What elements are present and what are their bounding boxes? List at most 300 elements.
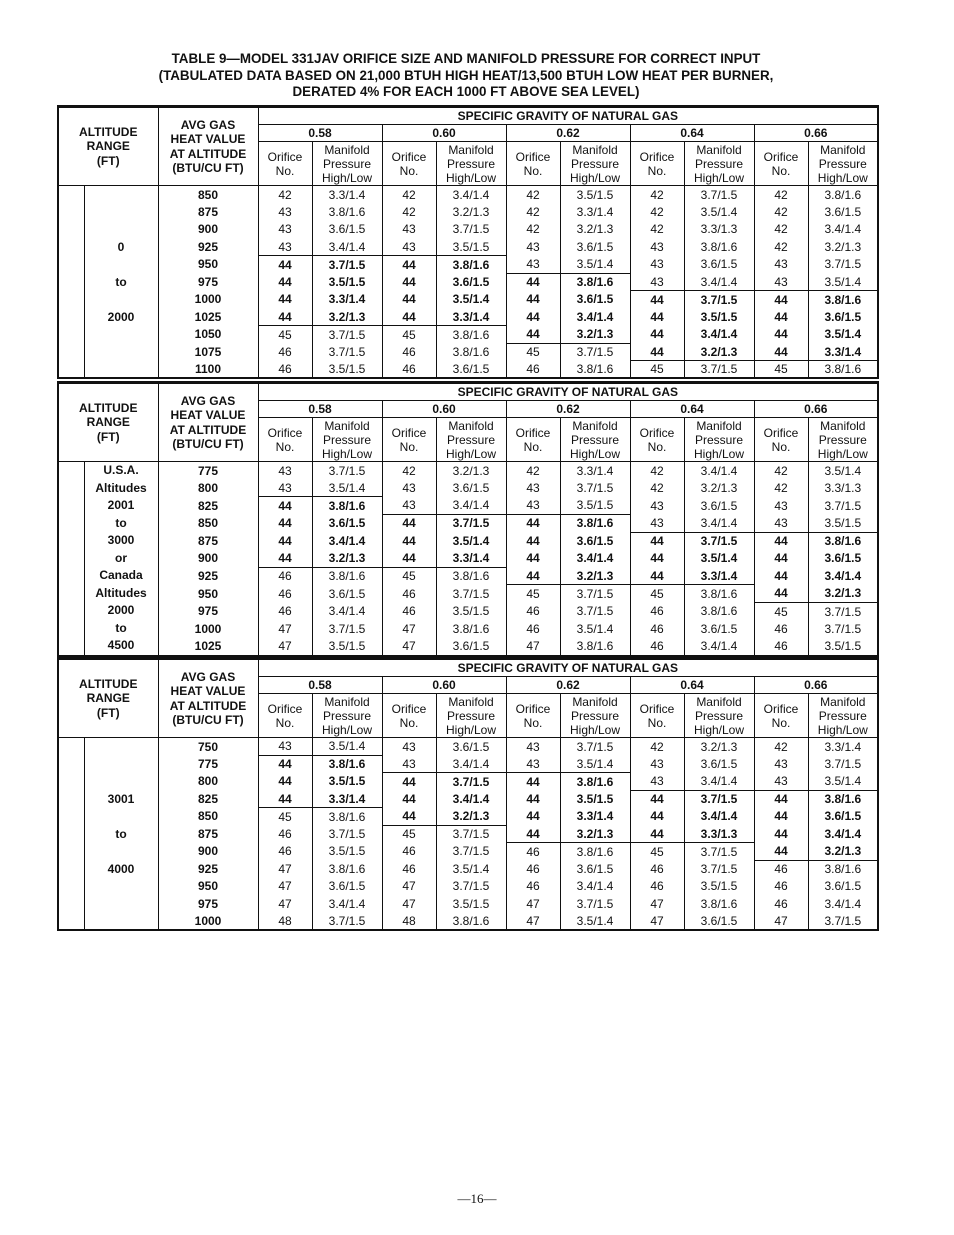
orifice-no-cell: 43 (382, 755, 436, 773)
orifice-no-cell: 42 (506, 462, 560, 480)
manifold-pressure-cell: 3.6/1.5 (684, 620, 754, 638)
manifold-pressure-cell: 3.7/1.5 (684, 186, 754, 204)
orifice-no-cell: 42 (382, 462, 436, 480)
header-line: Manifold (572, 694, 618, 709)
orifice-no-cell: 45 (382, 567, 436, 585)
header-line: High/Low (445, 446, 497, 461)
altitude-range-header (58, 659, 158, 738)
orifice-no-cell: 47 (382, 638, 436, 656)
gravity-header: 0.62 (506, 401, 630, 418)
manifold-pressure-cell: 3.5/1.4 (684, 550, 754, 568)
manifold-pressure-cell: 3.7/1.5 (312, 825, 382, 843)
gravity-header: 0.66 (754, 677, 878, 694)
manifold-pressure-cell: 3.6/1.5 (312, 878, 382, 896)
manifold-pressure-cell: 3.7/1.5 (684, 361, 754, 379)
heat-value-cell: 850 (158, 514, 258, 532)
manifold-pressure-cell: 3.7/1.5 (436, 514, 506, 532)
altitude-range-line (85, 808, 158, 826)
header-line: Orifice (515, 149, 551, 164)
header-line: Orifice (639, 425, 675, 440)
manifold-pressure-cell: 3.3/1.3 (808, 479, 878, 497)
altitude-range-cell (84, 186, 158, 379)
manifold-pressure-cell: 3.8/1.6 (684, 603, 754, 621)
manifold-pressure-cell: 3.8/1.6 (436, 620, 506, 638)
header-line: Manifold (820, 418, 866, 433)
orifice-no-cell: 43 (754, 256, 808, 274)
manifold-pressure-cell: 3.4/1.4 (684, 326, 754, 344)
orifice-no-cell: 45 (258, 808, 312, 826)
orifice-no-cell: 42 (630, 203, 684, 221)
manifold-pressure-cell: 3.7/1.5 (808, 755, 878, 773)
orifice-no-cell: 42 (754, 479, 808, 497)
table-row (58, 620, 878, 638)
manifold-pressure-cell: 3.3/1.4 (808, 343, 878, 361)
manifold-pressure-cell: 3.7/1.5 (684, 532, 754, 550)
orifice-no-cell: 45 (754, 603, 808, 621)
orifice-no-cell: 44 (506, 273, 560, 291)
table-row (58, 256, 878, 274)
gravity-header: 0.64 (630, 401, 754, 418)
altitude-range-line: to (115, 826, 127, 841)
manifold-pressure-header (560, 142, 630, 186)
orifice-no-cell: 43 (630, 514, 684, 532)
orifice-no-cell: 44 (258, 308, 312, 326)
orifice-no-header (754, 694, 808, 738)
altitude-range-line: U.S.A. (103, 463, 139, 477)
orifice-no-cell: 43 (630, 273, 684, 291)
orifice-no-cell: 44 (382, 514, 436, 532)
manifold-pressure-header (436, 418, 506, 462)
orifice-no-cell: 44 (630, 550, 684, 568)
orifice-no-cell: 46 (258, 361, 312, 379)
heat-value-cell: 1050 (158, 326, 258, 344)
orifice-no-cell: 42 (258, 186, 312, 204)
avg-gas-header (158, 659, 258, 738)
heat-value-cell: 950 (158, 585, 258, 603)
manifold-pressure-cell: 3.5/1.4 (312, 738, 382, 756)
manifold-pressure-cell: 3.6/1.5 (312, 221, 382, 239)
header-line: No. (399, 715, 419, 730)
header-line: Manifold (572, 418, 618, 433)
manifold-pressure-cell: 3.8/1.6 (312, 808, 382, 826)
orifice-no-cell: 47 (754, 913, 808, 931)
orifice-no-cell: 44 (630, 343, 684, 361)
manifold-pressure-cell: 3.8/1.6 (808, 532, 878, 550)
header-line: Orifice (391, 701, 427, 716)
manifold-pressure-cell: 3.2/1.3 (312, 308, 382, 326)
orifice-no-cell: 47 (258, 638, 312, 656)
manifold-pressure-header (684, 418, 754, 462)
orifice-no-cell: 44 (630, 790, 684, 808)
header-line: Orifice (763, 701, 799, 716)
orifice-no-cell: 44 (506, 308, 560, 326)
manifold-pressure-cell: 3.5/1.5 (684, 878, 754, 896)
header-line: ALTITUDE (79, 124, 138, 139)
manifold-pressure-cell: 3.4/1.4 (684, 773, 754, 791)
header-line: Pressure (322, 156, 372, 171)
manifold-pressure-cell: 3.5/1.4 (808, 273, 878, 291)
gravity-header: 0.66 (754, 125, 878, 142)
table-row (58, 825, 878, 843)
manifold-pressure-cell: 3.8/1.6 (560, 273, 630, 291)
gravity-header: 0.60 (382, 125, 506, 142)
orifice-no-cell: 43 (754, 514, 808, 532)
manifold-pressure-cell: 3.5/1.4 (436, 532, 506, 550)
orifice-no-header (630, 418, 684, 462)
manifold-pressure-cell: 3.8/1.6 (684, 895, 754, 913)
orifice-no-cell: 46 (382, 603, 436, 621)
orifice-no-cell: 42 (754, 738, 808, 756)
orifice-no-cell: 44 (382, 291, 436, 309)
heat-value-cell: 875 (158, 203, 258, 221)
table-title (56, 51, 876, 101)
orifice-no-header (258, 418, 312, 462)
altitude-range-line: Altitudes (95, 585, 147, 600)
gravity-header: 0.64 (630, 677, 754, 694)
header-line: Orifice (267, 701, 303, 716)
manifold-pressure-cell: 3.3/1.4 (312, 186, 382, 204)
manifold-pressure-cell: 3.8/1.6 (560, 843, 630, 861)
table-row (58, 550, 878, 568)
gravity-header: 0.58 (258, 677, 382, 694)
header-line: (BTU/CU FT) (172, 713, 244, 727)
manifold-pressure-cell: 3.5/1.5 (684, 308, 754, 326)
orifice-no-cell: 44 (630, 291, 684, 309)
orifice-no-cell: 45 (630, 361, 684, 379)
header-line: High/Low (321, 722, 373, 737)
orifice-no-cell: 44 (754, 291, 808, 309)
manifold-pressure-cell: 3.2/1.3 (808, 843, 878, 861)
header-line: Orifice (515, 701, 551, 716)
header-line: Pressure (322, 432, 372, 447)
orifice-no-cell: 46 (382, 343, 436, 361)
altitude-range-line: Altitudes (95, 480, 147, 495)
header-line: HEAT VALUE (170, 408, 246, 422)
manifold-pressure-cell: 3.2/1.3 (808, 238, 878, 256)
heat-value-cell: 900 (158, 550, 258, 568)
orifice-no-cell: 42 (630, 186, 684, 204)
orifice-no-cell: 46 (754, 638, 808, 656)
manifold-pressure-cell: 3.7/1.5 (436, 585, 506, 603)
orifice-no-cell: 42 (754, 203, 808, 221)
header-line: Pressure (694, 156, 744, 171)
table-row (58, 790, 878, 808)
orifice-no-cell: 44 (382, 773, 436, 791)
manifold-pressure-header (436, 142, 506, 186)
manifold-pressure-cell: 3.7/1.5 (684, 860, 754, 878)
header-line: Pressure (694, 432, 744, 447)
manifold-pressure-cell: 3.6/1.5 (808, 550, 878, 568)
table-row (58, 532, 878, 550)
orifice-no-cell: 43 (506, 497, 560, 515)
header-line: Orifice (763, 425, 799, 440)
orifice-no-cell: 44 (506, 532, 560, 550)
orifice-no-cell: 46 (630, 603, 684, 621)
orifice-no-cell: 44 (630, 308, 684, 326)
heat-value-cell: 1075 (158, 343, 258, 361)
heat-value-cell: 775 (158, 755, 258, 773)
table-row (58, 273, 878, 291)
altitude-range-line (85, 256, 158, 274)
orifice-no-cell: 43 (506, 256, 560, 274)
orifice-no-cell: 46 (258, 825, 312, 843)
orifice-no-cell: 46 (630, 860, 684, 878)
region-label-cell (58, 462, 84, 656)
altitude-range-line: 4000 (107, 861, 135, 876)
orifice-no-cell: 44 (506, 550, 560, 568)
manifold-pressure-cell: 3.5/1.5 (312, 361, 382, 379)
header-line: No. (647, 715, 667, 730)
altitude-range-cell (84, 462, 158, 656)
table-row (58, 514, 878, 532)
manifold-pressure-cell: 3.4/1.4 (808, 895, 878, 913)
heat-value-cell: 900 (158, 843, 258, 861)
manifold-pressure-cell: 3.7/1.5 (312, 620, 382, 638)
manifold-pressure-cell: 3.5/1.4 (560, 755, 630, 773)
header-line: AT ALTITUDE (169, 146, 247, 161)
header-line: High/Low (321, 446, 373, 461)
manifold-pressure-cell: 3.8/1.6 (436, 567, 506, 585)
orifice-no-cell: 43 (382, 238, 436, 256)
manifold-pressure-cell: 3.7/1.5 (312, 256, 382, 274)
header-line: (BTU/CU FT) (172, 437, 244, 451)
orifice-no-cell: 44 (258, 790, 312, 808)
manifold-pressure-cell: 3.3/1.4 (312, 291, 382, 309)
manifold-pressure-cell: 3.7/1.5 (560, 479, 630, 497)
manifold-pressure-cell: 3.5/1.5 (436, 895, 506, 913)
orifice-no-cell: 44 (382, 790, 436, 808)
orifice-no-header (630, 142, 684, 186)
gravity-header: 0.62 (506, 677, 630, 694)
manifold-pressure-cell: 3.5/1.4 (560, 913, 630, 931)
heat-value-cell: 850 (158, 808, 258, 826)
orifice-no-cell: 47 (630, 913, 684, 931)
orifice-no-cell: 46 (754, 878, 808, 896)
title-line: DERATED 4% FOR EACH 1000 FT ABOVE SEA LEVEL) (292, 84, 640, 99)
orifice-no-cell: 46 (506, 361, 560, 379)
orifice-no-cell: 47 (382, 895, 436, 913)
header-line: Manifold (448, 142, 494, 157)
manifold-pressure-cell: 3.5/1.5 (436, 603, 506, 621)
heat-value-cell: 775 (158, 462, 258, 480)
orifice-no-cell: 45 (630, 843, 684, 861)
heat-value-cell: 875 (158, 825, 258, 843)
manifold-pressure-cell: 3.3/1.4 (560, 203, 630, 221)
heat-value-cell: 875 (158, 532, 258, 550)
table-row (58, 913, 878, 931)
orifice-no-cell: 44 (506, 825, 560, 843)
manifold-pressure-cell: 3.8/1.6 (312, 860, 382, 878)
orifice-no-cell: 42 (382, 186, 436, 204)
orifice-no-cell: 44 (630, 825, 684, 843)
orifice-no-cell: 44 (506, 291, 560, 309)
heat-value-cell: 925 (158, 567, 258, 585)
header-line: No. (771, 439, 791, 454)
manifold-pressure-cell: 3.3/1.3 (684, 825, 754, 843)
manifold-pressure-cell: 3.4/1.4 (684, 273, 754, 291)
table-row (58, 497, 878, 515)
orifice-no-cell: 47 (506, 913, 560, 931)
orifice-no-cell: 43 (258, 221, 312, 239)
manifold-pressure-cell: 3.6/1.5 (684, 755, 754, 773)
manifold-pressure-cell: 3.5/1.5 (560, 790, 630, 808)
header-line: High/Low (569, 170, 621, 185)
table-row (58, 326, 878, 344)
manifold-pressure-cell: 3.7/1.5 (560, 585, 630, 603)
table-row (58, 221, 878, 239)
orifice-no-cell: 47 (258, 620, 312, 638)
header-line: Manifold (696, 694, 742, 709)
manifold-pressure-cell: 3.8/1.6 (436, 256, 506, 274)
orifice-no-cell: 43 (506, 479, 560, 497)
manifold-pressure-cell: 3.6/1.5 (436, 479, 506, 497)
manifold-pressure-cell: 3.2/1.3 (560, 567, 630, 585)
orifice-no-cell: 44 (754, 843, 808, 861)
header-line: (FT) (96, 153, 120, 168)
heat-value-cell: 975 (158, 895, 258, 913)
orifice-no-cell: 47 (382, 878, 436, 896)
altitude-range-line: to (115, 515, 127, 530)
orifice-no-cell: 42 (630, 221, 684, 239)
header-line: Orifice (763, 149, 799, 164)
orifice-no-cell: 43 (258, 238, 312, 256)
header-line: High/Low (693, 722, 745, 737)
header-line: Orifice (639, 149, 675, 164)
orifice-no-cell: 43 (506, 755, 560, 773)
orifice-no-cell: 44 (754, 585, 808, 603)
orifice-no-cell: 43 (630, 497, 684, 515)
orifice-no-cell: 44 (754, 326, 808, 344)
orifice-no-cell: 44 (382, 808, 436, 826)
header-line: Orifice (391, 149, 427, 164)
heat-value-cell: 800 (158, 479, 258, 497)
header-line: High/Low (817, 446, 868, 461)
manifold-pressure-cell: 3.2/1.3 (436, 203, 506, 221)
manifold-pressure-cell: 3.7/1.5 (312, 462, 382, 480)
orifice-no-cell: 46 (630, 878, 684, 896)
manifold-pressure-cell: 3.7/1.5 (436, 878, 506, 896)
manifold-pressure-cell: 3.4/1.4 (312, 238, 382, 256)
title-line: TABLE 9—MODEL 331JAV ORIFICE SIZE AND MANIFOLD PRESSURE FOR CORRECT INPUT (171, 51, 761, 66)
manifold-pressure-cell: 3.5/1.5 (560, 497, 630, 515)
manifold-pressure-cell: 3.8/1.6 (436, 343, 506, 361)
region-label-cell (58, 738, 84, 931)
manifold-pressure-cell: 3.4/1.4 (436, 790, 506, 808)
manifold-pressure-header (808, 694, 878, 738)
manifold-pressure-header (436, 694, 506, 738)
altitude-range-header (58, 107, 158, 186)
header-line: Pressure (818, 708, 867, 723)
orifice-no-cell: 44 (258, 497, 312, 515)
orifice-no-cell: 44 (382, 256, 436, 274)
orifice-no-cell: 47 (258, 860, 312, 878)
manifold-pressure-cell: 3.4/1.4 (312, 603, 382, 621)
manifold-pressure-cell: 3.3/1.4 (560, 808, 630, 826)
orifice-no-cell: 47 (506, 895, 560, 913)
manifold-pressure-cell: 3.5/1.5 (312, 638, 382, 656)
orifice-no-header (506, 694, 560, 738)
manifold-pressure-cell: 3.8/1.6 (312, 203, 382, 221)
heat-value-cell: 925 (158, 860, 258, 878)
manifold-pressure-cell: 3.6/1.5 (684, 497, 754, 515)
manifold-pressure-cell: 3.6/1.5 (436, 638, 506, 656)
gravity-header: 0.62 (506, 125, 630, 142)
orifice-no-cell: 44 (382, 273, 436, 291)
orifice-no-cell: 45 (382, 825, 436, 843)
orifice-no-cell: 43 (754, 773, 808, 791)
orifice-no-cell: 43 (258, 738, 312, 756)
manifold-pressure-cell: 3.5/1.5 (312, 843, 382, 861)
altitude-range-line: 2000 (107, 603, 135, 617)
manifold-pressure-cell: 3.8/1.6 (312, 567, 382, 585)
orifice-no-cell: 46 (506, 860, 560, 878)
manifold-pressure-cell: 3.5/1.5 (560, 186, 630, 204)
orifice-no-cell: 46 (506, 620, 560, 638)
table-row (58, 773, 878, 791)
heat-value-cell: 925 (158, 238, 258, 256)
manifold-pressure-header (808, 142, 878, 186)
orifice-no-cell: 44 (382, 532, 436, 550)
manifold-pressure-cell: 3.7/1.5 (436, 221, 506, 239)
orifice-no-cell: 44 (382, 550, 436, 568)
header-line: No. (647, 439, 667, 454)
orifice-no-cell: 42 (506, 203, 560, 221)
manifold-pressure-cell: 3.3/1.3 (684, 221, 754, 239)
header-line: (FT) (96, 705, 120, 720)
orifice-no-cell: 46 (506, 878, 560, 896)
heat-value-cell: 850 (158, 186, 258, 204)
table-row (58, 567, 878, 585)
manifold-pressure-cell: 3.5/1.4 (808, 773, 878, 791)
orifice-no-cell: 48 (258, 913, 312, 931)
heat-value-cell: 800 (158, 773, 258, 791)
orifice-no-cell: 44 (754, 567, 808, 585)
header-line: Orifice (391, 425, 427, 440)
orifice-no-header (754, 418, 808, 462)
orifice-no-cell: 45 (754, 361, 808, 379)
table-row (58, 186, 878, 204)
manifold-pressure-cell: 3.2/1.3 (808, 585, 878, 603)
orifice-no-cell: 44 (754, 308, 808, 326)
orifice-no-cell: 46 (382, 361, 436, 379)
orifice-no-cell: 46 (382, 860, 436, 878)
header-line: Pressure (570, 156, 620, 171)
header-line: No. (647, 163, 667, 178)
altitude-range-line: 2001 (107, 498, 135, 512)
orifice-no-cell: 42 (382, 203, 436, 221)
orifice-no-cell: 45 (382, 326, 436, 344)
manifold-pressure-cell: 3.8/1.6 (684, 238, 754, 256)
orifice-no-cell: 43 (630, 238, 684, 256)
header-line: Orifice (267, 425, 303, 440)
manifold-pressure-cell: 3.4/1.4 (808, 567, 878, 585)
orifice-no-cell: 46 (258, 343, 312, 361)
orifice-no-cell: 44 (258, 291, 312, 309)
manifold-pressure-cell: 3.7/1.5 (436, 825, 506, 843)
altitude-range-line: 3000 (107, 533, 135, 547)
header-line: Manifold (324, 694, 370, 709)
orifice-no-cell: 43 (754, 755, 808, 773)
manifold-pressure-cell: 3.6/1.5 (560, 860, 630, 878)
title-line: (TABULATED DATA BASED ON 21,000 BTUH HIGH HEAT/13,500 BTUH LOW HEAT PER BURNER, (158, 67, 774, 83)
orifice-no-cell: 45 (506, 343, 560, 361)
header-line: No. (399, 163, 419, 178)
table-row (58, 860, 878, 878)
orifice-no-cell: 42 (754, 186, 808, 204)
header-line: Pressure (570, 432, 620, 447)
orifice-no-cell: 44 (506, 514, 560, 532)
manifold-pressure-cell: 3.7/1.5 (436, 773, 506, 791)
